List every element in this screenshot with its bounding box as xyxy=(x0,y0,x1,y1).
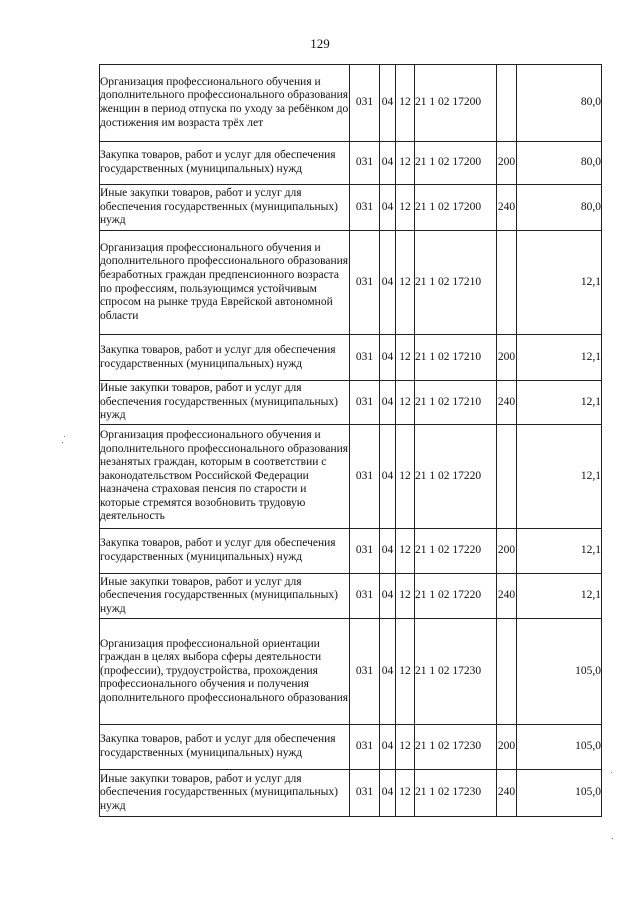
amount: 12,1 xyxy=(517,335,602,381)
section-code: 04 xyxy=(380,185,396,231)
subsection-code: 12 xyxy=(396,335,415,381)
target-article-code: 21 1 02 17210 xyxy=(415,335,497,381)
section-code: 04 xyxy=(380,619,396,725)
table-row xyxy=(100,619,602,725)
ministry-code: 031 xyxy=(350,725,380,770)
row-name: Организация профессионального обучения и дополнительного профессионального образования безработных граждан предпенсионного возраста по профессиям, пользующимся устойчивым спросом на рынке труда Еврейской автономной области xyxy=(100,231,350,335)
ministry-code: 031 xyxy=(350,381,380,425)
row-name: Организация профессионального обучения и дополнительного профессионального образования женщин в период отпуска по уходу за ребёнком до достижения им возраста трёх лет xyxy=(100,65,350,142)
subsection-code: 12 xyxy=(396,770,415,817)
expense-type-code: 200 xyxy=(497,529,517,574)
target-article-code: 21 1 02 17210 xyxy=(415,381,497,425)
ministry-code: 031 xyxy=(350,65,380,142)
amount: 12,1 xyxy=(517,381,602,425)
section-code: 04 xyxy=(380,770,396,817)
ministry-code: 031 xyxy=(350,335,380,381)
table-row xyxy=(100,65,602,142)
row-name: Иные закупки товаров, работ и услуг для обеспечения государственных (муниципальных) нужд xyxy=(100,574,350,619)
target-article-code: 21 1 02 17220 xyxy=(415,425,497,529)
target-article-code: 21 1 02 17200 xyxy=(415,65,497,142)
amount: 105,0 xyxy=(517,725,602,770)
ministry-code: 031 xyxy=(350,185,380,231)
expense-type-code: 240 xyxy=(497,381,517,425)
table-row xyxy=(100,574,602,619)
section-code: 04 xyxy=(380,65,396,142)
amount: 105,0 xyxy=(517,619,602,725)
subsection-code: 12 xyxy=(396,529,415,574)
table-row xyxy=(100,725,602,770)
table-row xyxy=(100,142,602,185)
scan-speck xyxy=(612,838,613,839)
subsection-code: 12 xyxy=(396,381,415,425)
amount: 12,1 xyxy=(517,425,602,529)
subsection-code: 12 xyxy=(396,231,415,335)
expense-type-code: 200 xyxy=(497,142,517,185)
target-article-code: 21 1 02 17200 xyxy=(415,142,497,185)
amount: 12,1 xyxy=(517,529,602,574)
row-name: Закупка товаров, работ и услуг для обеспечения государственных (муниципальных) нужд xyxy=(100,335,350,381)
target-article-code: 21 1 02 17220 xyxy=(415,574,497,619)
subsection-code: 12 xyxy=(396,725,415,770)
row-name: Иные закупки товаров, работ и услуг для обеспечения государственных (муниципальных) нужд xyxy=(100,381,350,425)
expense-type-code xyxy=(497,65,517,142)
row-name: Организация профессионального обучения и дополнительного профессионального образования незанятых граждан, которым в соответствии с законодательством Российской Федерации назначена страховая пенсия по старости и которые стремятся возобновить трудовую деятельность xyxy=(100,425,350,529)
subsection-code: 12 xyxy=(396,425,415,529)
ministry-code: 031 xyxy=(350,231,380,335)
section-code: 04 xyxy=(380,335,396,381)
amount: 80,0 xyxy=(517,185,602,231)
target-article-code: 21 1 02 17210 xyxy=(415,231,497,335)
section-code: 04 xyxy=(380,142,396,185)
expense-type-code xyxy=(497,619,517,725)
section-code: 04 xyxy=(380,529,396,574)
amount: 80,0 xyxy=(517,142,602,185)
table-row xyxy=(100,185,602,231)
section-code: 04 xyxy=(380,574,396,619)
expense-type-code: 240 xyxy=(497,574,517,619)
section-code: 04 xyxy=(380,231,396,335)
amount: 105,0 xyxy=(517,770,602,817)
row-name: Организация профессиональной ориентации граждан в целях выбора сферы деятельности (профессии), трудоустройства, прохождения профессионального обучения и получения дополнительного профессионального образования xyxy=(100,619,350,725)
table-row xyxy=(100,231,602,335)
expense-type-code: 200 xyxy=(497,725,517,770)
expense-type-code: 240 xyxy=(497,185,517,231)
target-article-code: 21 1 02 17230 xyxy=(415,725,497,770)
row-name: Иные закупки товаров, работ и услуг для обеспечения государственных (муниципальных) нужд xyxy=(100,770,350,817)
amount: 80,0 xyxy=(517,65,602,142)
subsection-code: 12 xyxy=(396,185,415,231)
expense-type-code xyxy=(497,231,517,335)
table-row xyxy=(100,529,602,574)
table-row xyxy=(100,425,602,529)
row-name: Закупка товаров, работ и услуг для обеспечения государственных (муниципальных) нужд xyxy=(100,529,350,574)
table-row xyxy=(100,770,602,817)
subsection-code: 12 xyxy=(396,619,415,725)
expense-type-code: 200 xyxy=(497,335,517,381)
page-number: 129 xyxy=(310,36,330,51)
amount: 12,1 xyxy=(517,574,602,619)
amount: 12,1 xyxy=(517,231,602,335)
target-article-code: 21 1 02 17230 xyxy=(415,619,497,725)
ministry-code: 031 xyxy=(350,529,380,574)
target-article-code: 21 1 02 17200 xyxy=(415,185,497,231)
row-name: Иные закупки товаров, работ и услуг для обеспечения государственных (муниципальных) нужд xyxy=(100,185,350,231)
ministry-code: 031 xyxy=(350,142,380,185)
expense-type-code xyxy=(497,425,517,529)
subsection-code: 12 xyxy=(396,574,415,619)
section-code: 04 xyxy=(380,381,396,425)
scan-speck xyxy=(611,772,612,773)
budget-table xyxy=(99,64,602,817)
ministry-code: 031 xyxy=(350,425,380,529)
scan-speck xyxy=(64,436,65,437)
table-row xyxy=(100,335,602,381)
ministry-code: 031 xyxy=(350,770,380,817)
expense-type-code: 240 xyxy=(497,770,517,817)
row-name: Закупка товаров, работ и услуг для обеспечения государственных (муниципальных) нужд xyxy=(100,725,350,770)
scan-speck xyxy=(62,442,63,443)
section-code: 04 xyxy=(380,425,396,529)
target-article-code: 21 1 02 17230 xyxy=(415,770,497,817)
row-name: Закупка товаров, работ и услуг для обеспечения государственных (муниципальных) нужд xyxy=(100,142,350,185)
subsection-code: 12 xyxy=(396,142,415,185)
section-code: 04 xyxy=(380,725,396,770)
subsection-code: 12 xyxy=(396,65,415,142)
ministry-code: 031 xyxy=(350,574,380,619)
table-row xyxy=(100,381,602,425)
target-article-code: 21 1 02 17220 xyxy=(415,529,497,574)
ministry-code: 031 xyxy=(350,619,380,725)
